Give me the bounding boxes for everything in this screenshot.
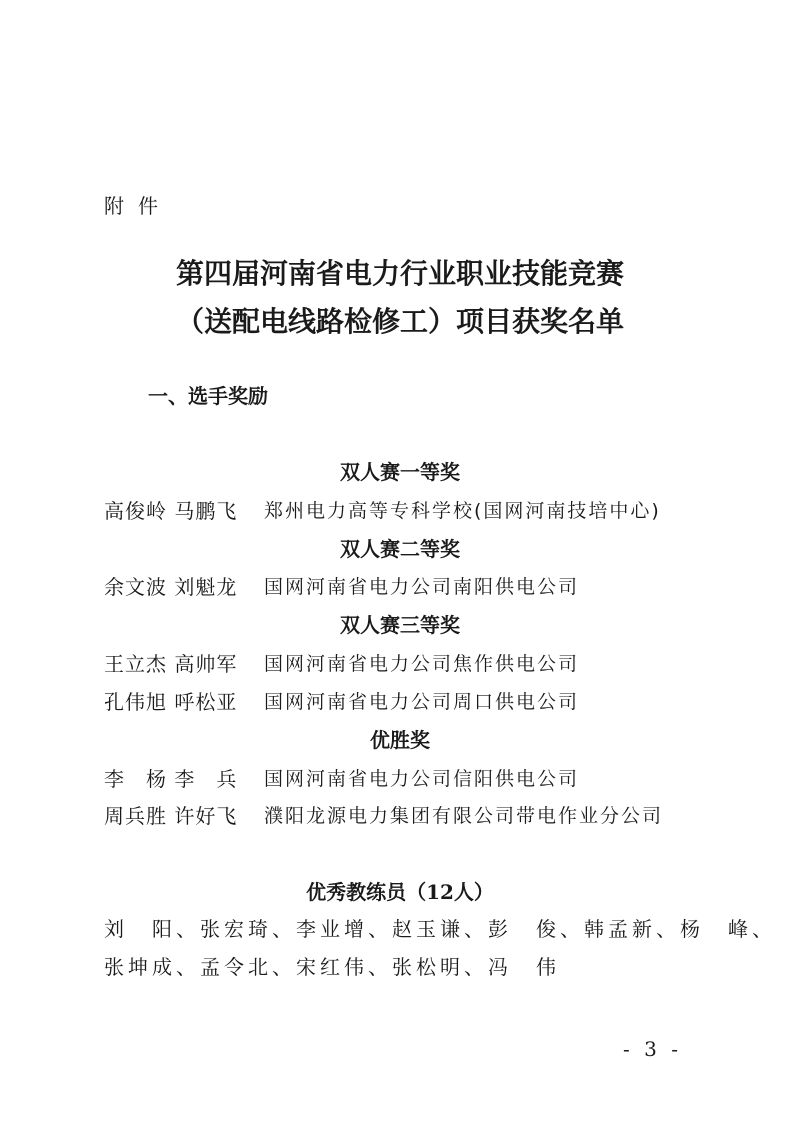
award-heading-third: 双人赛三等奖 <box>340 613 460 637</box>
award-heading-first: 双人赛一等奖 <box>340 460 460 484</box>
award-entry-org: 国网河南省电力公司焦作供电公司 <box>264 653 580 675</box>
award-entry-names: 余文波 刘魁龙 <box>104 575 238 599</box>
award-entry-names: 孔伟旭 呼松亚 <box>104 690 238 714</box>
award-entry-org: 濮阳龙源电力集团有限公司带电作业分公司 <box>264 805 664 827</box>
award-entry-names: 周兵胜 许好飞 <box>104 804 238 828</box>
coaches-list-line-1: 刘 阳、张宏琦、李业增、赵玉谦、彭 俊、韩孟新、杨 峰、 <box>104 917 776 941</box>
award-entry-names: 高俊岭 马鹏飞 <box>104 499 238 523</box>
award-heading-second: 双人赛二等奖 <box>340 537 460 561</box>
award-entry-names: 李 杨 李 兵 <box>104 767 238 791</box>
coaches-heading: 优秀教练员（12人） <box>306 880 494 904</box>
award-heading-merit: 优胜奖 <box>370 728 430 752</box>
section-heading: 一、选手奖励 <box>148 384 268 408</box>
coaches-list-line-2: 张坤成、孟令北、宋红伟、张松明、冯 伟 <box>104 955 560 979</box>
award-entry-org: 国网河南省电力公司信阳供电公司 <box>264 768 580 790</box>
document-title-line-2: （送配电线路检修工）项目获奖名单 <box>175 305 624 338</box>
award-entry-org: 郑州电力高等专科学校(国网河南技培中心) <box>264 500 661 522</box>
document-title-line-1: 第四届河南省电力行业职业技能竞赛 <box>175 257 624 290</box>
award-entry-org: 国网河南省电力公司周口供电公司 <box>264 691 580 713</box>
award-entry-names: 王立杰 高帅军 <box>104 652 238 676</box>
page-number: - 3 - <box>623 1037 682 1061</box>
attachment-label: 附件 <box>104 194 172 218</box>
award-entry-org: 国网河南省电力公司南阳供电公司 <box>264 576 580 598</box>
